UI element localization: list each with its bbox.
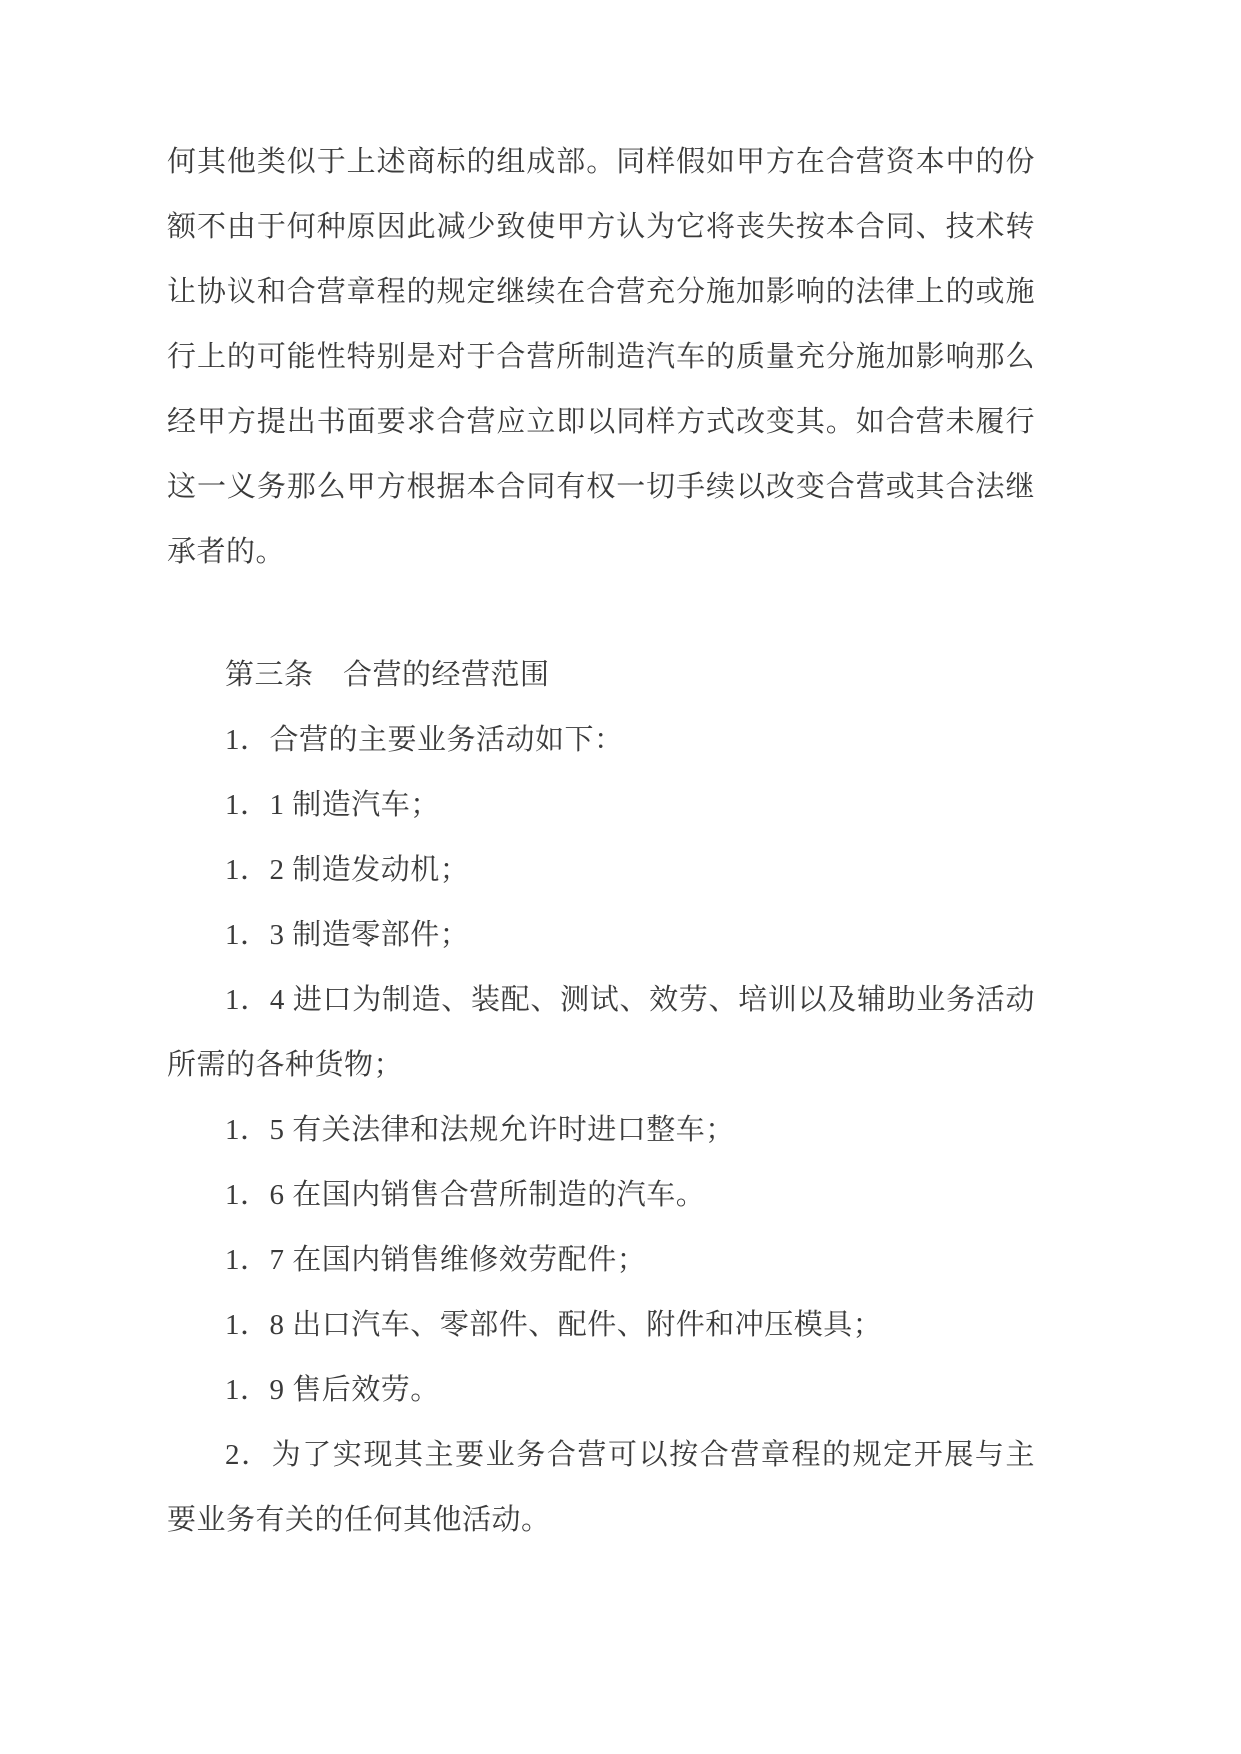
list-item: 1．9 售后效劳。	[225, 1374, 440, 1406]
list-item: 1．5 有关法律和法规允许时进口整车；	[225, 1114, 735, 1146]
section-heading: 第三条 合营的经营范围	[225, 659, 550, 691]
body-paragraph: 何其他类似于上述商标的组成部。同样假如甲方在合营资本中的份额不由于何种原因此减少致使甲方认为它将丧失按本合同、技术转让协议和合营章程的规定继续在合营充分施加影响的法律上的或施行上的可能性特别是对于合营所制造汽车的质量充分施加影响那么经甲方提出书面要求合营应立即以同样方式改变其。如合营未履行这一义务那么甲方根据本合同有权一切手续以改变合营或其合法继承者的。	[167, 146, 1035, 568]
list-item: 1．1 制造汽车；	[225, 789, 440, 821]
list-item: 1．2 制造发动机；	[225, 854, 470, 886]
list-item: 2．为了实现其主要业务合营可以按合营章程的规定开展与主要业务有关的任何其他活动。	[167, 1439, 1035, 1536]
list-item: 1．8 出口汽车、零部件、配件、附件和冲压模具；	[225, 1309, 883, 1341]
list-item: 1．6 在国内销售合营所制造的汽车。	[225, 1179, 706, 1211]
list-item: 1．4 进口为制造、装配、测试、效劳、培训以及辅助业务活动所需的各种货物；	[167, 984, 1035, 1081]
list-item: 1．3 制造零部件；	[225, 919, 470, 951]
list-item: 1．合营的主要业务活动如下：	[225, 724, 624, 756]
list-item: 1．7 在国内销售维修效劳配件；	[225, 1244, 647, 1276]
